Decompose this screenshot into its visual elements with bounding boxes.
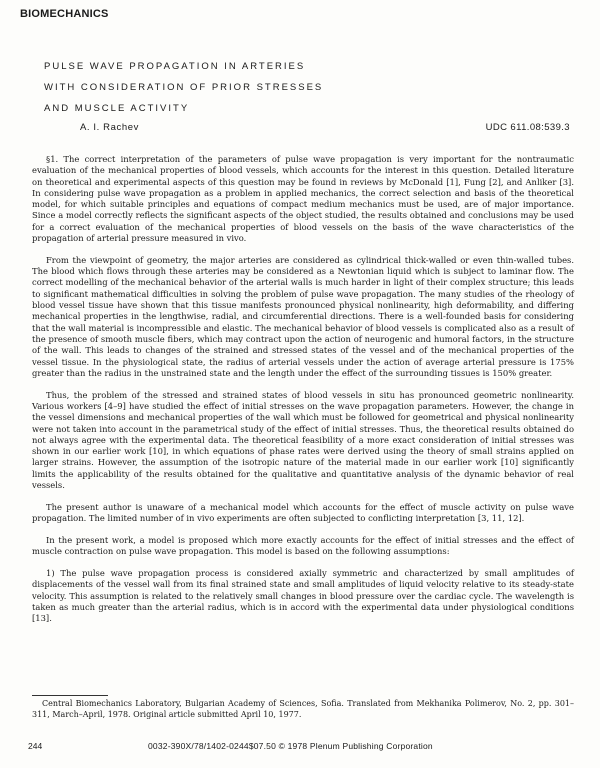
paragraph: In the present work, a model is proposed which more exactly accounts for the effect of initial stresses and the effect of muscle contraction on pulse wave propagation. This model is based on the following assumptions: (32, 534, 574, 557)
article-body (32, 154, 574, 624)
article-title (44, 56, 464, 119)
section-label: BIOMECHANICS (20, 8, 109, 20)
udc-code: UDC 611.08:539.3 (485, 122, 570, 133)
copyright-line: 0032-390X/78/1402-0244$07.50 © 1978 Plenum Publishing Corporation (148, 741, 433, 751)
paragraph: Thus, the problem of the stressed and strained states of blood vessels in situ has pronounced geometric nonlinearity. Various workers [4–9] have studied the effect of initial stresses on the wave propagation parameters. However, the change in the vessel dimensions and mechanical properties of the wall which must be followed for geometrical and physical nonlinearity were not taken into account in the parametrical study of the effect of initial stresses. Thus, the theoretical results obtained do not always agree with the experimental data. The theoretical feasibility of a more exact consideration of initial stresses was shown in our earlier work [10], in which equations of phase rates were derived using the theory of small strains applied on larger strains. However, the assumption of the isotropic nature of the material made in our earlier work [10] significantly limits the applicability of the results obtained for the qualitative and quantitative analysis of the dynamic behavior of real vessels. (32, 389, 574, 491)
author-name: A. I. Rachev (80, 122, 139, 133)
paragraph: 1) The pulse wave propagation process is considered axially symmetric and characterized by small amplitudes of displacements of the vessel wall from its final strained state and small amplitudes of liquid velocity relative to its steady-state velocity. This assumption is related to the relatively small changes in blood pressure over the cardiac cycle. The wavelength is taken as much greater than the arterial radius, which is in accord with the experimental data under physiological conditions [13]. (32, 568, 574, 624)
paragraph: §1. The correct interpretation of the parameters of pulse wave propagation is very important for the nontraumatic evaluation of the mechanical properties of blood vessels, which accounts for the interest in this question. Detailed literature on theoretical and experimental aspects of this question may be found in reviews by McDonald [1], Fung [2], and Anliker [3]. In considering pulse wave propagation as a problem in applied mechanics, the correct selection and basis of the theoretical model, for which suitable principles and equations of compact medium mechanics must be used, are of major importance. Since a model correctly reflects the significant aspects of the object studied, the results obtained and conclusions may be used for a correct evaluation of the mechanical properties of blood vessels on the basis of the wave characteristics of the propagation of arterial pressure measured in vivo. (32, 154, 574, 244)
paragraph: The present author is unaware of a mechanical model which accounts for the effect of muscle activity on pulse wave propagation. The limited number of in vivo experiments are often subjected to conflicting interpretation [3, 11, 12]. (32, 501, 574, 524)
title-line: PULSE WAVE PROPAGATION IN ARTERIES (44, 61, 306, 72)
footnote: Central Biomechanics Laboratory, Bulgarian Academy of Sciences, Sofia. Translated from Mekhanika Polimerov, No. 2, pp. 301–311, March–April, 1978. Original article submitted April 10, 1977. (32, 699, 574, 719)
title-line: WITH CONSIDERATION OF PRIOR STRESSES (44, 82, 324, 93)
title-line: AND MUSCLE ACTIVITY (44, 103, 190, 114)
paragraph: From the viewpoint of geometry, the major arteries are considered as cylindrical thick-walled or even thin-walled tubes. The blood which flows through these arteries may be considered as a Newtonian liquid which is subject to laminar flow. The correct modelling of the mechanical behavior of the arterial walls is much harder in light of their complex structure; this leads to significant mathematical difficulties in solving the problem of pulse wave propagation. The many studies of the rheology of blood vessel tissue have shown that this tissue manifests pronounced physical nonlinearity, high deformability, and differing mechanical properties in the lengthwise, radial, and circumferential directions. There is a well-founded basis for considering that the wall material is incompressible and elastic. The mechanical behavior of blood vessels is complicated also as a result of the presence of smooth muscle fibers, which may contract upon the action of neurogenic and humoral factors, in the structure of the wall. This leads to changes of the strained and stressed states of the vessel and of the mechanical properties of the vessel tissue. In the physiological state, the radius of arterial vessels under the action of average arterial pressure is 175% greater than the radius in the unstrained state and the length under the effect of the surrounding tissues is 150% greater. (32, 254, 574, 378)
footnote-divider (32, 695, 108, 696)
page-number: 244 (28, 741, 43, 751)
